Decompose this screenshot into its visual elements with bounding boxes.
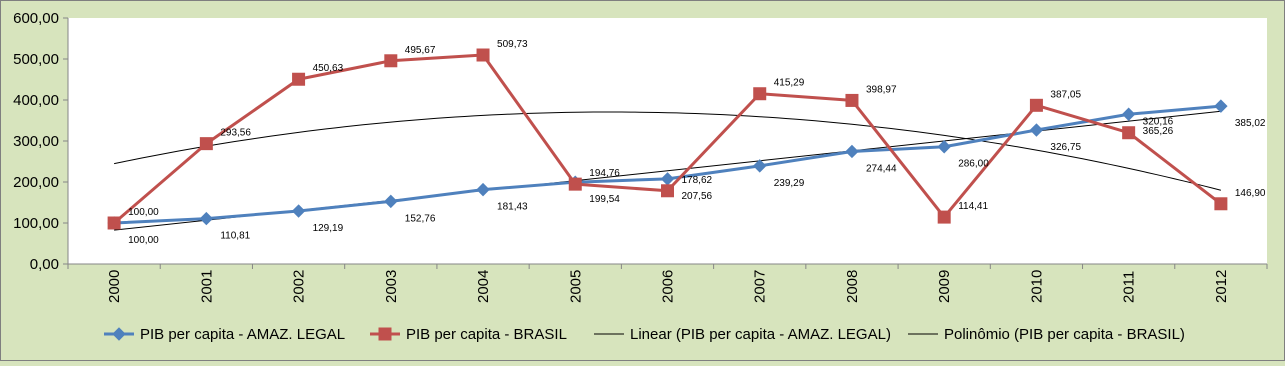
square-marker xyxy=(200,138,212,150)
x-tick-label: 2002 xyxy=(290,269,308,303)
x-tick-label: 2012 xyxy=(1212,269,1230,303)
square-marker xyxy=(477,49,489,61)
x-tick-label: 2010 xyxy=(1028,269,1046,303)
square-marker xyxy=(662,185,674,197)
data-label: 398,97 xyxy=(865,84,897,96)
x-tick-label: 2011 xyxy=(1120,270,1138,303)
x-tick-label: 2008 xyxy=(843,269,861,303)
x-tick-label: 2007 xyxy=(751,269,769,303)
data-label: 320,16 xyxy=(1142,116,1174,128)
data-label: 110,81 xyxy=(220,230,251,242)
x-tick-label: 2001 xyxy=(198,269,216,303)
data-label: 415,29 xyxy=(773,77,805,89)
legend-label: PIB per capita - AMAZ. LEGAL xyxy=(140,326,346,343)
data-label: 450,63 xyxy=(312,63,344,75)
x-tick-label: 2004 xyxy=(475,269,493,303)
legend-marker xyxy=(379,328,391,340)
data-label: 178,62 xyxy=(681,174,713,186)
data-label: 114,41 xyxy=(958,201,989,213)
data-label: 365,26 xyxy=(1142,126,1174,138)
x-tick-label: 2006 xyxy=(659,269,677,303)
square-marker xyxy=(754,88,766,100)
data-label: 194,76 xyxy=(589,168,620,180)
data-label: 387,05 xyxy=(1050,89,1082,101)
square-marker xyxy=(569,178,581,190)
x-tick-label: 2000 xyxy=(106,269,124,303)
y-tick-label: 600,00 xyxy=(13,10,59,27)
data-label: 293,56 xyxy=(220,127,251,139)
y-tick-label: 500,00 xyxy=(13,51,59,68)
y-tick-label: 300,00 xyxy=(13,133,59,150)
square-marker xyxy=(108,217,120,229)
x-tick-label: 2003 xyxy=(382,269,400,303)
square-marker xyxy=(846,94,858,106)
y-tick-label: 200,00 xyxy=(13,174,59,191)
square-marker xyxy=(938,211,950,223)
data-label: 181,43 xyxy=(497,201,528,213)
legend-item-trend xyxy=(594,326,891,343)
square-marker xyxy=(1215,198,1227,210)
data-label: 146,90 xyxy=(1234,187,1266,199)
data-label: 495,67 xyxy=(404,44,436,56)
data-label: 100,00 xyxy=(128,207,159,218)
data-label: 326,75 xyxy=(1050,142,1082,154)
legend-label: Polinômio (PIB per capita - BRASIL) xyxy=(944,326,1185,343)
data-label: 509,73 xyxy=(497,39,528,51)
data-label: 100,00 xyxy=(128,235,159,246)
data-label: 385,02 xyxy=(1234,118,1266,130)
data-label: 129,19 xyxy=(312,223,344,235)
legend-item-trend xyxy=(908,326,1185,343)
data-label: 239,29 xyxy=(773,177,805,189)
square-marker xyxy=(1030,99,1042,111)
data-label: 207,56 xyxy=(681,190,713,202)
legend-item-series xyxy=(104,326,345,343)
legend xyxy=(104,326,1185,343)
y-tick-label: 0,00 xyxy=(29,256,59,273)
x-tick-label: 2005 xyxy=(567,269,585,303)
data-label: 274,44 xyxy=(865,163,897,175)
square-marker xyxy=(385,55,397,67)
x-tick-label: 2009 xyxy=(936,269,954,303)
y-tick-label: 100,00 xyxy=(13,215,59,232)
data-label: 199,54 xyxy=(589,194,620,206)
data-label: 152,76 xyxy=(404,213,436,225)
legend-label: Linear (PIB per capita - AMAZ. LEGAL) xyxy=(630,326,891,343)
square-marker xyxy=(293,73,305,85)
plot-area xyxy=(68,18,1267,264)
y-tick-label: 400,00 xyxy=(13,92,59,109)
data-label: 286,00 xyxy=(958,158,989,170)
square-marker xyxy=(1123,127,1135,139)
legend-label: PIB per capita - BRASIL xyxy=(406,326,567,343)
